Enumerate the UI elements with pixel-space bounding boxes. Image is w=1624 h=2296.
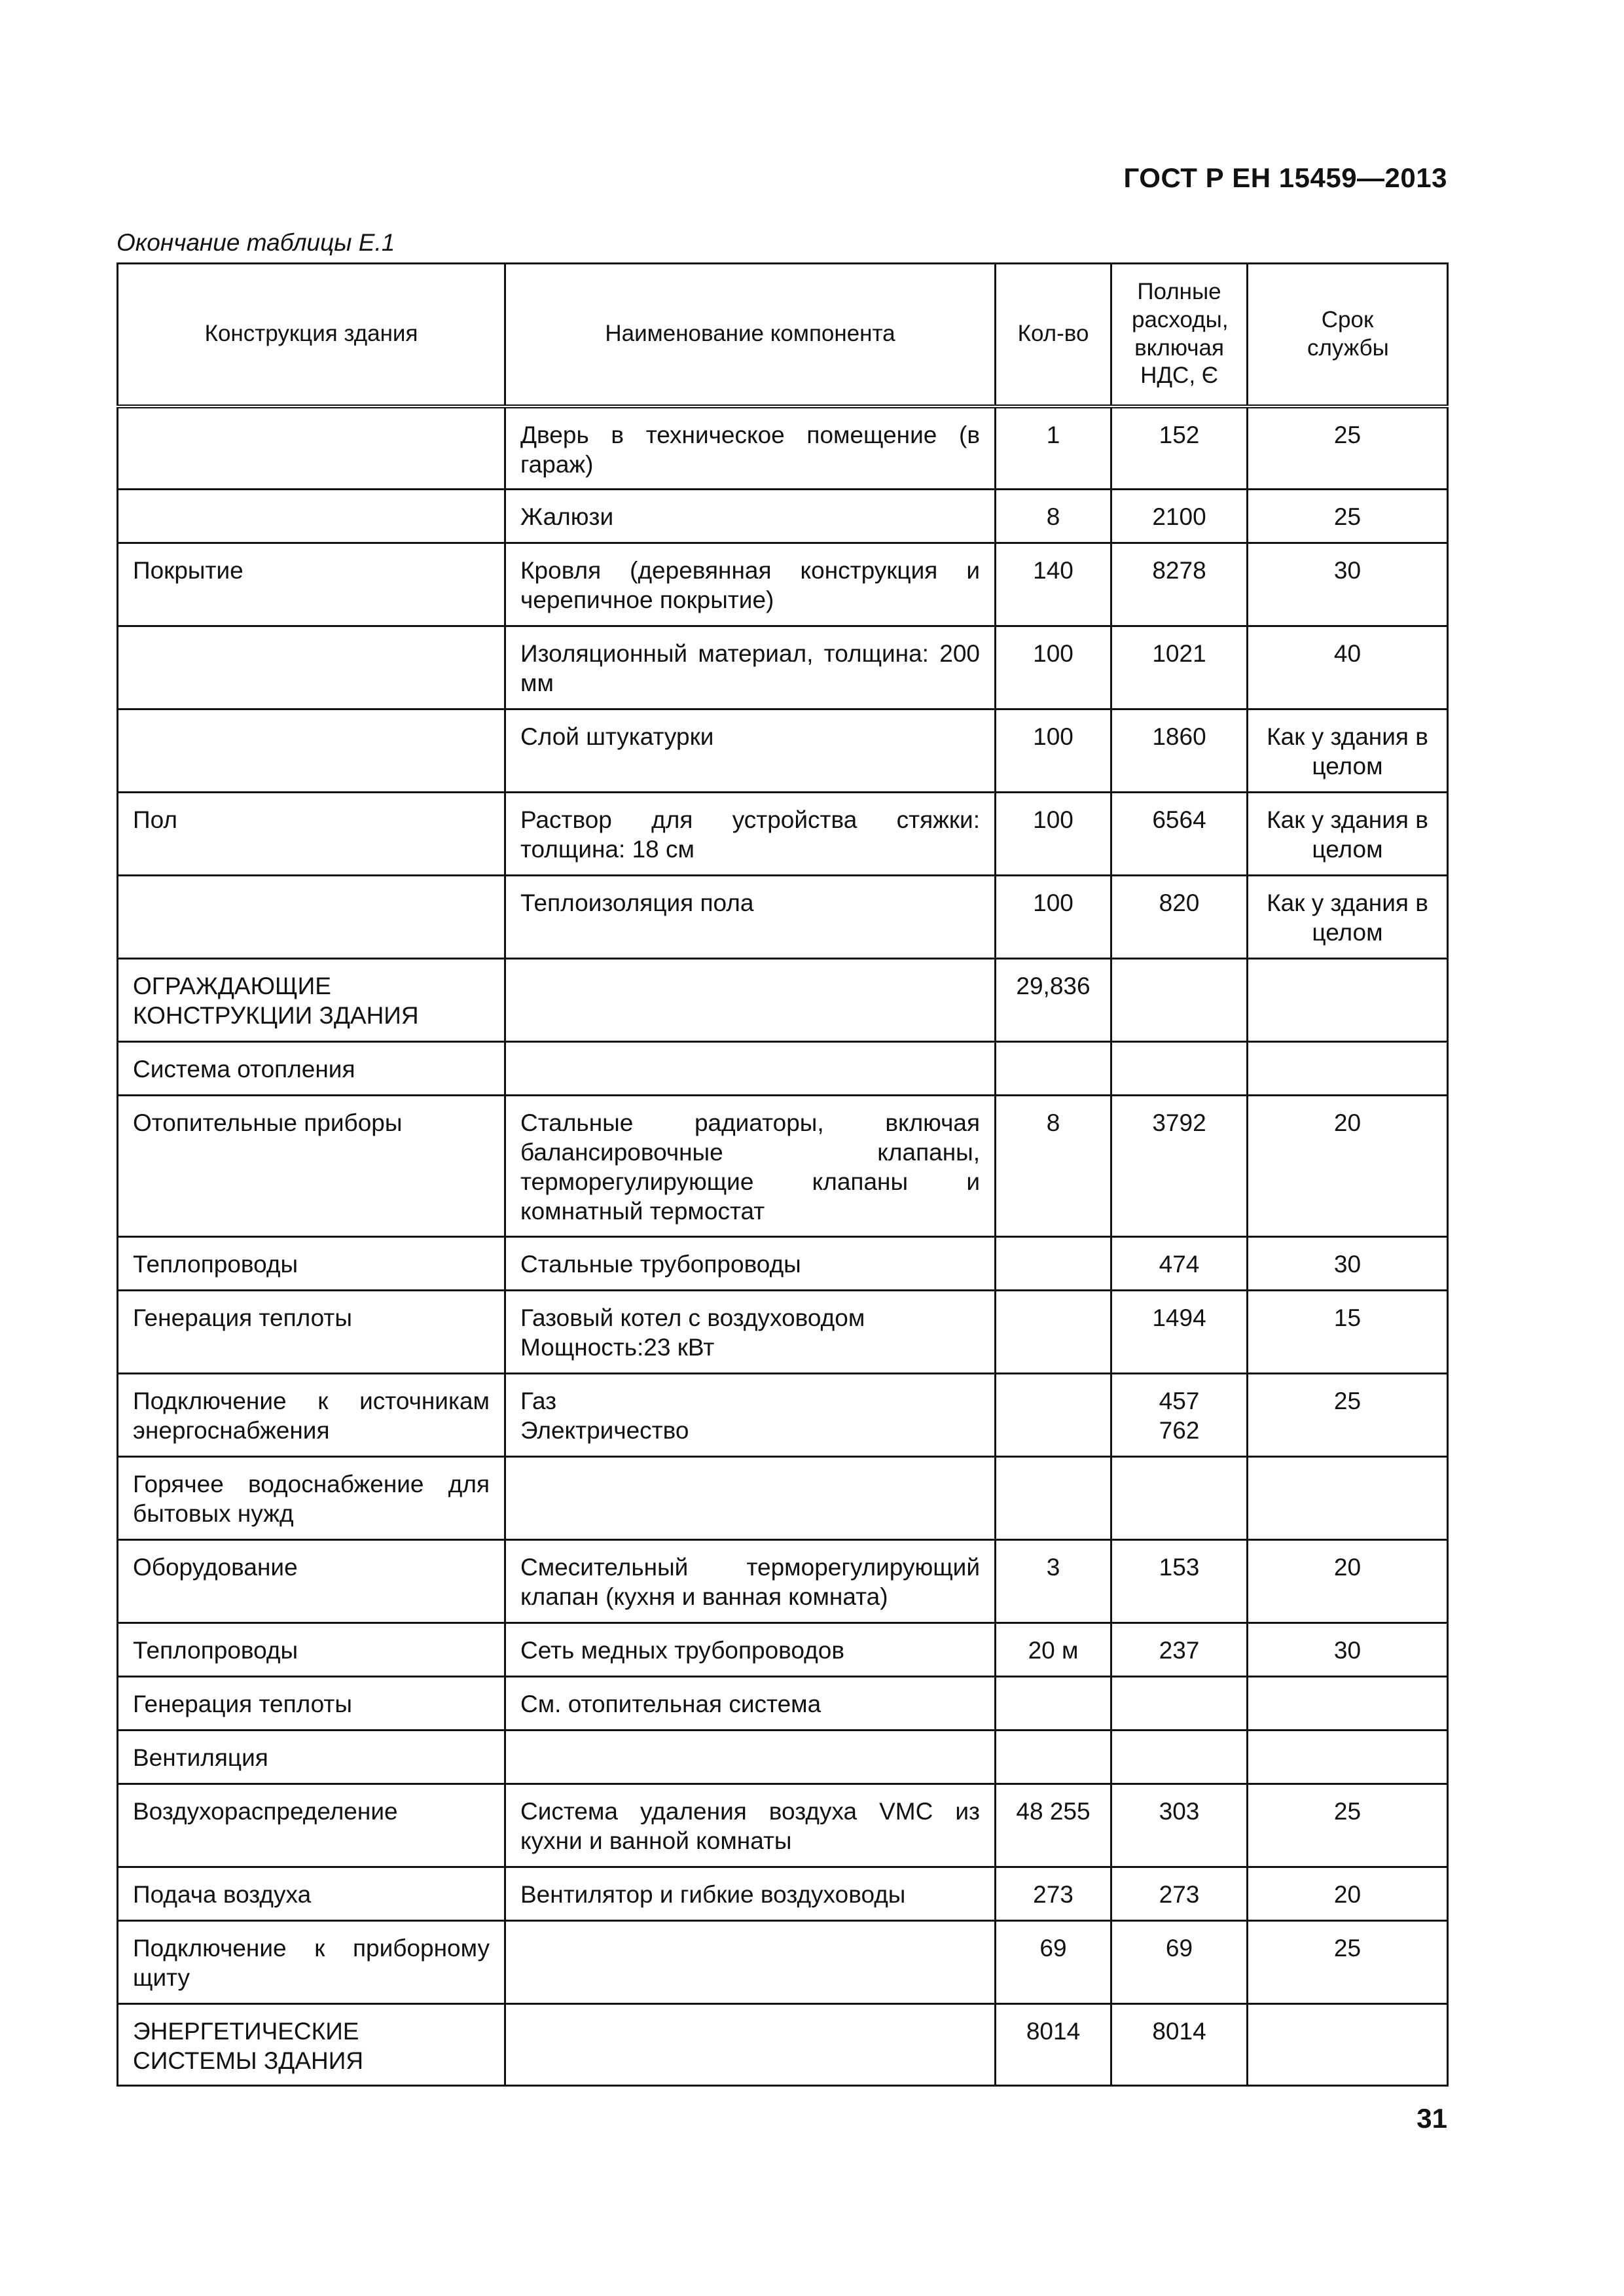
cell-service-life xyxy=(1248,2003,1448,2085)
table-row xyxy=(118,876,1448,959)
cell-service-life: 25 xyxy=(1248,1373,1448,1456)
table-row xyxy=(118,490,1448,543)
table-row xyxy=(118,1539,1448,1623)
table-row xyxy=(118,793,1448,876)
cell-quantity: 273 xyxy=(996,1867,1111,1920)
cell-quantity: 3 xyxy=(996,1539,1111,1623)
cell-construction: Вентиляция xyxy=(118,1730,505,1784)
cell-component: Изоляционный материал, толщина: 200 мм xyxy=(505,626,996,709)
cell-cost xyxy=(1111,1456,1248,1539)
cell-construction: Подача воздуха xyxy=(118,1867,505,1920)
table-row xyxy=(118,959,1448,1042)
cell-quantity xyxy=(996,1373,1111,1456)
cell-cost: 1860 xyxy=(1111,709,1248,793)
cell-quantity xyxy=(996,1730,1111,1784)
cell-cost: 2100 xyxy=(1111,490,1248,543)
table-row xyxy=(118,1676,1448,1730)
cell-component xyxy=(505,1290,996,1373)
column-header-service-life: Срок службы xyxy=(1248,264,1448,406)
cell-quantity: 1 xyxy=(996,406,1111,490)
cell-construction: Пол xyxy=(118,793,505,876)
column-header-component: Наименование компонента xyxy=(505,264,996,406)
cell-service-life: Как у здания в целом xyxy=(1248,793,1448,876)
cell-service-life: 40 xyxy=(1248,626,1448,709)
cell-service-life: 25 xyxy=(1248,1920,1448,2003)
cell-construction: Воздухораспределение xyxy=(118,1784,505,1867)
cell-construction xyxy=(118,490,505,543)
cell-construction xyxy=(118,709,505,793)
cell-cost: 8278 xyxy=(1111,543,1248,626)
cell-component: Раствор для устройства стяжки: толщина: 18 см xyxy=(505,793,996,876)
table-row xyxy=(118,1042,1448,1096)
cell-component: См. отопительная система xyxy=(505,1676,996,1730)
table-header-row xyxy=(118,264,1448,406)
cell-cost: 273 xyxy=(1111,1867,1248,1920)
cell-quantity: 29,836 xyxy=(996,959,1111,1042)
cell-quantity xyxy=(996,1456,1111,1539)
cell-cost xyxy=(1111,1373,1248,1456)
cell-quantity xyxy=(996,1676,1111,1730)
cell-cost: 820 xyxy=(1111,876,1248,959)
cell-component-line: Газ xyxy=(520,1387,557,1414)
cell-component: Смесительный терморегулирующий клапан (кухня и ванная комната) xyxy=(505,1539,996,1623)
cell-component xyxy=(505,1042,996,1096)
column-header-quantity: Кол-во xyxy=(996,264,1111,406)
cell-quantity xyxy=(996,1236,1111,1290)
cell-service-life: 20 xyxy=(1248,1867,1448,1920)
cell-service-life xyxy=(1248,1042,1448,1096)
document-id-header: ГОСТ Р ЕН 15459—2013 xyxy=(1123,162,1447,193)
cell-cost-line: 457 xyxy=(1159,1387,1200,1414)
cell-cost: 1494 xyxy=(1111,1290,1248,1373)
cell-component xyxy=(505,959,996,1042)
cell-cost: 69 xyxy=(1111,1920,1248,2003)
cell-construction: Подключение к приборному щиту xyxy=(118,1920,505,2003)
cell-service-life: 30 xyxy=(1248,1236,1448,1290)
cell-service-life: Как у здания в целом xyxy=(1248,709,1448,793)
cell-cost: 8014 xyxy=(1111,2003,1248,2085)
cell-cost: 1021 xyxy=(1111,626,1248,709)
cell-service-life xyxy=(1248,1456,1448,1539)
cell-quantity: 100 xyxy=(996,626,1111,709)
table-row xyxy=(118,1456,1448,1539)
cell-cost: 6564 xyxy=(1111,793,1248,876)
cell-service-life: Как у здания в целом xyxy=(1248,876,1448,959)
cell-component xyxy=(505,2003,996,2085)
cell-service-life: 15 xyxy=(1248,1290,1448,1373)
cell-construction: Теплопроводы xyxy=(118,1623,505,1676)
cell-construction xyxy=(118,876,505,959)
cell-quantity: 8 xyxy=(996,490,1111,543)
table-row xyxy=(118,1920,1448,2003)
cell-service-life: 25 xyxy=(1248,1784,1448,1867)
cell-service-life xyxy=(1248,1676,1448,1730)
cell-component-line: Мощность:23 кВт xyxy=(520,1333,715,1361)
cell-quantity: 140 xyxy=(996,543,1111,626)
cell-component xyxy=(505,1373,996,1456)
cell-construction: ЭНЕРГЕТИЧЕСКИЕ СИСТЕМЫ ЗДАНИЯ xyxy=(118,2003,505,2085)
cell-service-life: 25 xyxy=(1248,490,1448,543)
page-number: 31 xyxy=(1416,2103,1447,2134)
cell-component xyxy=(505,1730,996,1784)
cell-construction xyxy=(118,626,505,709)
cell-service-life xyxy=(1248,959,1448,1042)
cell-service-life: 30 xyxy=(1248,543,1448,626)
cell-quantity: 8 xyxy=(996,1096,1111,1237)
cell-component-line: Газовый котел с воздуховодом xyxy=(520,1304,865,1331)
table-row xyxy=(118,1623,1448,1676)
cell-cost: 303 xyxy=(1111,1784,1248,1867)
column-header-construction: Конструкция здания xyxy=(118,264,505,406)
cell-cost: 3792 xyxy=(1111,1096,1248,1237)
cell-quantity: 48 255 xyxy=(996,1784,1111,1867)
cell-quantity xyxy=(996,1290,1111,1373)
cell-construction: Теплопроводы xyxy=(118,1236,505,1290)
cell-service-life: 20 xyxy=(1248,1539,1448,1623)
cell-construction: Генерация теплоты xyxy=(118,1676,505,1730)
cell-service-life: 25 xyxy=(1248,406,1448,490)
cell-component: Стальные трубопроводы xyxy=(505,1236,996,1290)
cell-quantity: 69 xyxy=(996,1920,1111,2003)
table-row xyxy=(118,626,1448,709)
cell-component: Жалюзи xyxy=(505,490,996,543)
cell-cost: 237 xyxy=(1111,1623,1248,1676)
cell-cost: 474 xyxy=(1111,1236,1248,1290)
cell-construction: Отопительные приборы xyxy=(118,1096,505,1237)
cell-construction: Покрытие xyxy=(118,543,505,626)
cell-cost xyxy=(1111,1042,1248,1096)
cell-quantity: 8014 xyxy=(996,2003,1111,2085)
cell-quantity: 20 м xyxy=(996,1623,1111,1676)
cell-construction: ОГРАЖДАЮЩИЕ КОНСТРУКЦИИ ЗДАНИЯ xyxy=(118,959,505,1042)
cell-cost: 152 xyxy=(1111,406,1248,490)
cell-quantity xyxy=(996,1042,1111,1096)
cell-service-life xyxy=(1248,1730,1448,1784)
table-row xyxy=(118,1096,1448,1237)
cell-component: Стальные радиаторы, включая балансировочные клапаны, терморегулирующие клапаны и комнатный термостат xyxy=(505,1096,996,1237)
cell-construction: Оборудование xyxy=(118,1539,505,1623)
table-row xyxy=(118,406,1448,490)
table-row xyxy=(118,1730,1448,1784)
cell-quantity: 100 xyxy=(996,793,1111,876)
cell-cost xyxy=(1111,1730,1248,1784)
table-row xyxy=(118,1290,1448,1373)
column-header-total-cost: Полные расходы, включая НДС, Є xyxy=(1111,264,1248,406)
components-table xyxy=(117,262,1449,2087)
cell-component: Слой штукатурки xyxy=(505,709,996,793)
cell-component-line: Электричество xyxy=(520,1416,689,1444)
cell-construction: Подключение к источникам энергоснабжения xyxy=(118,1373,505,1456)
table-row xyxy=(118,1373,1448,1456)
cell-construction: Генерация теплоты xyxy=(118,1290,505,1373)
table-row xyxy=(118,543,1448,626)
cell-component: Сеть медных трубопроводов xyxy=(505,1623,996,1676)
table-row xyxy=(118,1236,1448,1290)
cell-component xyxy=(505,1920,996,2003)
cell-construction xyxy=(118,406,505,490)
cell-component: Кровля (деревянная конструкция и черепичное покрытие) xyxy=(505,543,996,626)
table-row xyxy=(118,709,1448,793)
cell-quantity: 100 xyxy=(996,709,1111,793)
cell-quantity: 100 xyxy=(996,876,1111,959)
cell-component: Вентилятор и гибкие воздуховоды xyxy=(505,1867,996,1920)
cell-construction: Горячее водоснабжение для бытовых нужд xyxy=(118,1456,505,1539)
cell-cost: 153 xyxy=(1111,1539,1248,1623)
cell-cost xyxy=(1111,959,1248,1042)
table-row xyxy=(118,2003,1448,2085)
cell-component: Система удаления воздуха VMC из кухни и ванной комнаты xyxy=(505,1784,996,1867)
cell-component: Теплоизоляция пола xyxy=(505,876,996,959)
cell-cost xyxy=(1111,1676,1248,1730)
cell-service-life: 30 xyxy=(1248,1623,1448,1676)
cell-cost-line: 762 xyxy=(1159,1416,1200,1444)
cell-component xyxy=(505,1456,996,1539)
table-caption: Окончание таблицы Е.1 xyxy=(117,229,395,256)
table-row xyxy=(118,1867,1448,1920)
table-row xyxy=(118,1784,1448,1867)
cell-service-life: 20 xyxy=(1248,1096,1448,1237)
cell-construction: Система отопления xyxy=(118,1042,505,1096)
cell-component: Дверь в техническое помещение (в гараж) xyxy=(505,406,996,490)
